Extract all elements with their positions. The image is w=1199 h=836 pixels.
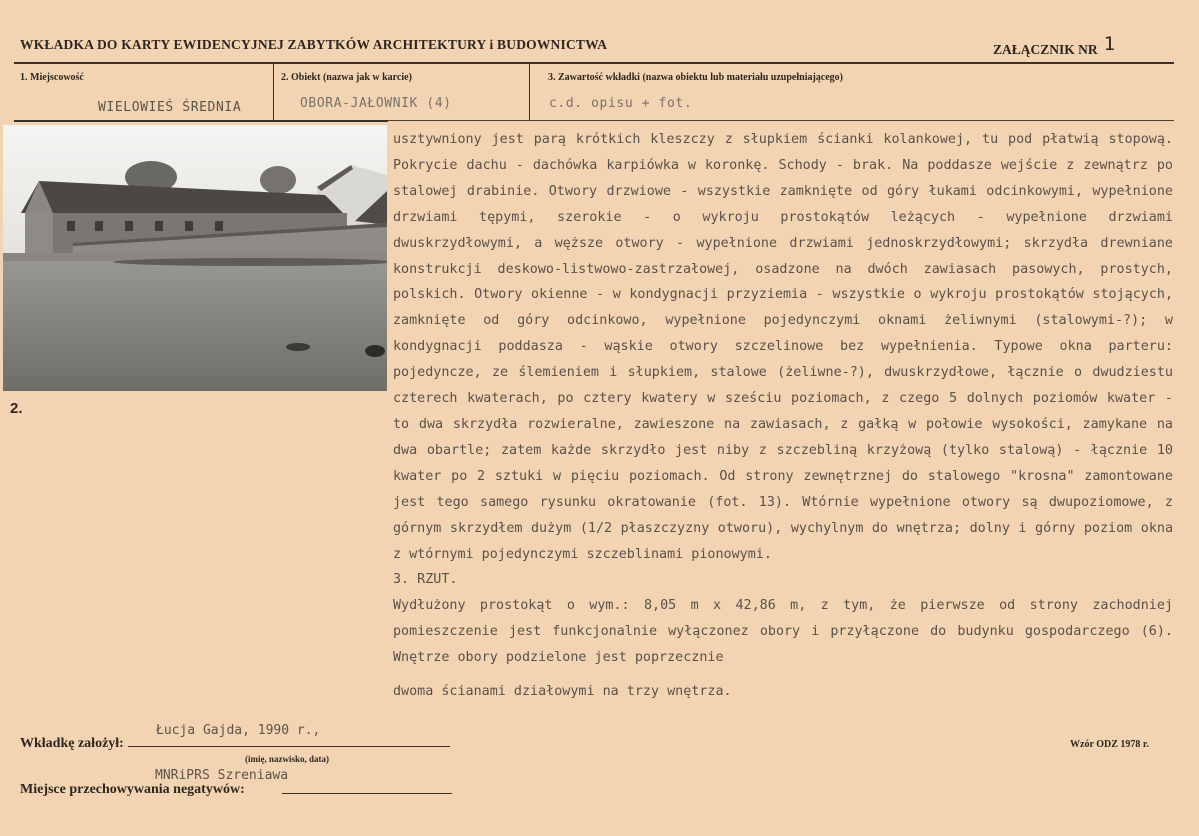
annex-number: 1: [1103, 33, 1116, 55]
created-by-line: [128, 746, 450, 747]
created-by-label: Wkładkę założył:: [20, 736, 124, 751]
description-text: [393, 127, 1173, 705]
field-divider-2: [529, 64, 530, 120]
locality-value: WIELOWIEŚ ŚREDNIA: [98, 100, 242, 115]
storage-line: [282, 793, 452, 794]
header-rule-bottom: [14, 120, 388, 122]
photo-number: 2.: [10, 400, 23, 417]
photo-image: [3, 125, 387, 391]
contents-value: c.d. opisu + fot.: [549, 96, 693, 111]
card-title: WKŁADKA DO KARTY EWIDENCYJNEJ ZABYTKÓW ARCHITEKTURY i BUDOWNICTWA: [20, 37, 608, 52]
description-paragraph-2: Wydłużony prostokąt o wym.: 8,05 m x 42,86 m, z tym, że pierwsze od strony zachodniej pomieszczenie jest funkcjonalnie wyłączonez obory i przyłączone do budynku gospodarczego (6). Wnętrze obory podzielone jest poprzecznie: [393, 598, 1173, 666]
form-code: Wzór ODZ 1978 r.: [1070, 739, 1149, 750]
building-photo: [3, 125, 387, 391]
object-value: OBORA-JAŁOWNIK (4): [300, 96, 452, 111]
section-heading-rzut: 3. RZUT.: [393, 572, 458, 588]
storage-value: MNRiPRS Szreniawa: [155, 768, 289, 783]
description-paragraph-1: usztywniony jest parą krótkich kleszczy z słupkiem ścianki kolankowej, tu pod płatwią stopową. Pokrycie dachu - dachówka karpiówka w koronkę. Schody - brak. Na poddasze wejście z zewnątrz po stalowej drabinie. Otwory drzwiowe - wszystkie zamknięte od góry łukami odcinkowymi, wypełnione drzwiami tępymi, szerokie - o wykroju prostokątów leżących - wypełnione drzwiami dwuskrzydłowymi, a węższe otwory - wypełnione drzwiami jednoskrzydłowymi; skrzydła drewniane konstrukcji deskowo-listwowo-zastrzałowej, osadzone na dwóch zawiasach pasowych, prostych, polskich. Otwory okienne - w kondygnacji przyziemia - wszystkie o wykroju prostokątów stojących, zamknięte od góry odcinkowo, wypełnione pojedynczymi oknami żeliwnymi (stalowymi-?); w kondygnacji poddasza - wąskie otwory szczelinowe bez wypełnienia. Typowe okna parteru: pojedyncze, ze ślemieniem i słupkiem, stalowe (żeliwne-?), dwuskrzydłowe, łącznie o dwudziestu czterech kwaterach, po cztery kwatery w sześciu poziomach, z czego 5 dolnych poziomów kwater - to dwa skrzydła rozwieralne, zawieszone na zawiasach, z gałką w połowie wysokości, zamykane na dwa obartle; zatem każde skrzydło jest niby z szczebliną krzyżową (tylko stalową) - łącznie 10 kwater po 2 sztuki w pięciu poziomach. Od strony zewnętrznej do stalowego "krosna" zamontowane jest tego samego rysunku okratowanie (fot. 13). Wtórnie wypełnione otwory są dwupoziomowe, z górnym skrzydłem dużym (1/2 płaszczyzny otworu), wychylnym do wnętrza; dolny i górny poziom okna z wtórnymi pojedynczymi szczeblinami pionowymi.: [393, 132, 1173, 562]
object-label: 2. Obiekt (nazwa jak w karcie): [281, 72, 412, 83]
fields-rule-bottom: [388, 120, 1174, 121]
storage-label: Miejsce przechowywania negatywów:: [20, 782, 245, 797]
annex-label: [993, 33, 1116, 59]
header-rule-top: [14, 62, 1174, 64]
created-by-hint: (imię, nazwisko, data): [245, 754, 329, 764]
created-by-value: Łucja Gajda, 1990 r.,: [156, 723, 321, 738]
annex-label-text: ZAŁĄCZNIK NR: [993, 42, 1098, 57]
contents-label: 3. Zawartość wkładki (nazwa obiektu lub materiału uzupełniającego): [548, 72, 844, 83]
description-paragraph-3: dwoma ścianami działowymi na trzy wnętrza.: [393, 684, 732, 700]
locality-label: 1. Miejscowość: [20, 72, 84, 83]
field-divider-1: [273, 64, 274, 120]
